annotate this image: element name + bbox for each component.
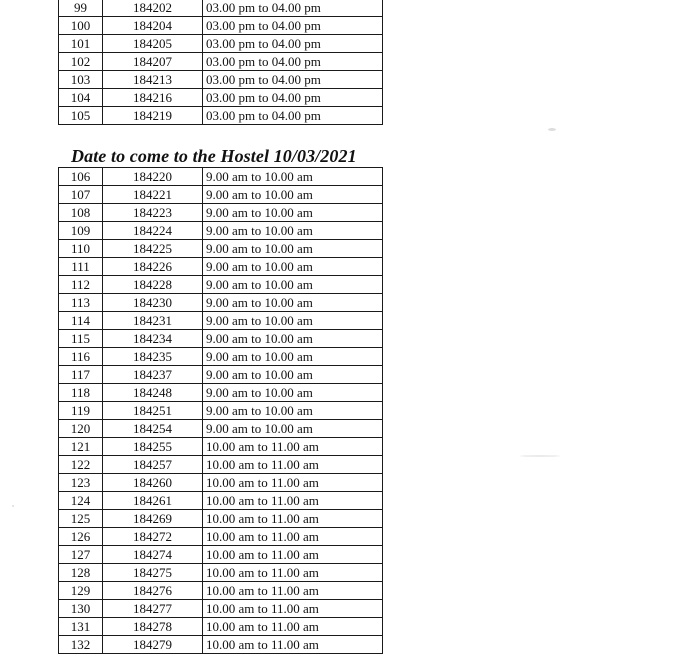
row-number-cell: 128 (59, 564, 103, 582)
table-row (59, 384, 383, 402)
time-slot-cell: 03.00 pm to 04.00 pm (203, 107, 383, 125)
row-number-cell: 115 (59, 330, 103, 348)
row-number-cell: 105 (59, 107, 103, 125)
time-slot-cell: 9.00 am to 10.00 am (203, 186, 383, 204)
time-slot-cell: 10.00 am to 11.00 am (203, 582, 383, 600)
row-number-cell: 111 (59, 258, 103, 276)
time-slot-cell: 9.00 am to 10.00 am (203, 348, 383, 366)
student-id-cell: 184274 (103, 546, 203, 564)
row-number-cell: 121 (59, 438, 103, 456)
student-id-cell: 184261 (103, 492, 203, 510)
row-number-cell: 104 (59, 89, 103, 107)
table-row (59, 420, 383, 438)
table-row (59, 258, 383, 276)
student-id-cell: 184223 (103, 204, 203, 222)
row-number-cell: 107 (59, 186, 103, 204)
row-number-cell: 116 (59, 348, 103, 366)
student-id-cell: 184207 (103, 53, 203, 71)
table-row (59, 168, 383, 186)
student-id-cell: 184260 (103, 474, 203, 492)
student-id-cell: 184213 (103, 71, 203, 89)
time-slot-cell: 03.00 pm to 04.00 pm (203, 35, 383, 53)
table-row (59, 53, 383, 71)
student-id-cell: 184226 (103, 258, 203, 276)
table-row (59, 366, 383, 384)
table-row (59, 510, 383, 528)
table-row (59, 240, 383, 258)
time-slot-cell: 9.00 am to 10.00 am (203, 240, 383, 258)
time-slot-cell: 9.00 am to 10.00 am (203, 420, 383, 438)
time-slot-cell: 03.00 pm to 04.00 pm (203, 89, 383, 107)
student-id-cell: 184231 (103, 312, 203, 330)
table-row (59, 89, 383, 107)
table-row (59, 186, 383, 204)
student-id-cell: 184204 (103, 17, 203, 35)
student-id-cell: 184225 (103, 240, 203, 258)
student-id-cell: 184269 (103, 510, 203, 528)
table-row (59, 222, 383, 240)
time-slot-cell: 03.00 pm to 04.00 pm (203, 53, 383, 71)
table-row (59, 330, 383, 348)
row-number-cell: 123 (59, 474, 103, 492)
time-slot-cell: 10.00 am to 11.00 am (203, 492, 383, 510)
time-slot-cell: 10.00 am to 11.00 am (203, 546, 383, 564)
time-slot-cell: 9.00 am to 10.00 am (203, 312, 383, 330)
row-number-cell: 102 (59, 53, 103, 71)
student-id-cell: 184272 (103, 528, 203, 546)
table-row (59, 402, 383, 420)
student-id-cell: 184257 (103, 456, 203, 474)
row-number-cell: 118 (59, 384, 103, 402)
student-id-cell: 184277 (103, 600, 203, 618)
student-id-cell: 184275 (103, 564, 203, 582)
time-slot-cell: 10.00 am to 11.00 am (203, 636, 383, 654)
student-id-cell: 184205 (103, 35, 203, 53)
time-slot-cell: 10.00 am to 11.00 am (203, 564, 383, 582)
time-slot-cell: 03.00 pm to 04.00 pm (203, 0, 383, 17)
student-id-cell: 184224 (103, 222, 203, 240)
row-number-cell: 108 (59, 204, 103, 222)
student-id-cell: 184248 (103, 384, 203, 402)
time-slot-cell: 10.00 am to 11.00 am (203, 456, 383, 474)
row-number-cell: 100 (59, 17, 103, 35)
table-row (59, 564, 383, 582)
time-slot-cell: 9.00 am to 10.00 am (203, 222, 383, 240)
row-number-cell: 132 (59, 636, 103, 654)
table-row (59, 204, 383, 222)
row-number-cell: 110 (59, 240, 103, 258)
student-id-cell: 184221 (103, 186, 203, 204)
time-slot-cell: 10.00 am to 11.00 am (203, 600, 383, 618)
scan-speck (12, 505, 14, 507)
row-number-cell: 114 (59, 312, 103, 330)
table-row (59, 17, 383, 35)
row-number-cell: 109 (59, 222, 103, 240)
row-number-cell: 113 (59, 294, 103, 312)
time-slot-cell: 10.00 am to 11.00 am (203, 528, 383, 546)
student-id-cell: 184220 (103, 168, 203, 186)
student-id-cell: 184255 (103, 438, 203, 456)
student-id-cell: 184237 (103, 366, 203, 384)
table-row (59, 71, 383, 89)
time-slot-cell: 10.00 am to 11.00 am (203, 474, 383, 492)
time-slot-cell: 10.00 am to 11.00 am (203, 438, 383, 456)
scan-speck (520, 455, 560, 457)
time-slot-cell: 10.00 am to 11.00 am (203, 510, 383, 528)
time-slot-cell: 9.00 am to 10.00 am (203, 366, 383, 384)
table-row (59, 438, 383, 456)
row-number-cell: 117 (59, 366, 103, 384)
row-number-cell: 119 (59, 402, 103, 420)
table-row (59, 107, 383, 125)
student-id-cell: 184276 (103, 582, 203, 600)
schedule-table-bottom (58, 167, 383, 654)
scan-speck (548, 128, 556, 131)
row-number-cell: 124 (59, 492, 103, 510)
time-slot-cell: 03.00 pm to 04.00 pm (203, 71, 383, 89)
schedule-table-bottom-body (59, 168, 383, 654)
table-row (59, 492, 383, 510)
row-number-cell: 131 (59, 618, 103, 636)
time-slot-cell: 9.00 am to 10.00 am (203, 276, 383, 294)
table-row (59, 35, 383, 53)
table-row (59, 348, 383, 366)
row-number-cell: 127 (59, 546, 103, 564)
time-slot-cell: 9.00 am to 10.00 am (203, 258, 383, 276)
row-number-cell: 125 (59, 510, 103, 528)
time-slot-cell: 9.00 am to 10.00 am (203, 384, 383, 402)
time-slot-cell: 9.00 am to 10.00 am (203, 402, 383, 420)
time-slot-cell: 9.00 am to 10.00 am (203, 330, 383, 348)
student-id-cell: 184251 (103, 402, 203, 420)
table-row (59, 294, 383, 312)
time-slot-cell: 03.00 pm to 04.00 pm (203, 17, 383, 35)
time-slot-cell: 9.00 am to 10.00 am (203, 204, 383, 222)
table-row (59, 276, 383, 294)
time-slot-cell: 10.00 am to 11.00 am (203, 618, 383, 636)
section-heading: Date to come to the Hostel 10/03/2021 (71, 146, 357, 166)
student-id-cell: 184230 (103, 294, 203, 312)
student-id-cell: 184254 (103, 420, 203, 438)
row-number-cell: 129 (59, 582, 103, 600)
table-row (59, 456, 383, 474)
table-row (59, 546, 383, 564)
student-id-cell: 184202 (103, 0, 203, 17)
student-id-cell: 184234 (103, 330, 203, 348)
student-id-cell: 184228 (103, 276, 203, 294)
time-slot-cell: 9.00 am to 10.00 am (203, 294, 383, 312)
row-number-cell: 106 (59, 168, 103, 186)
student-id-cell: 184219 (103, 107, 203, 125)
time-slot-cell: 9.00 am to 10.00 am (203, 168, 383, 186)
table-row (59, 474, 383, 492)
student-id-cell: 184279 (103, 636, 203, 654)
row-number-cell: 99 (59, 0, 103, 17)
table-row (59, 0, 383, 17)
table-row (59, 618, 383, 636)
table-row (59, 636, 383, 654)
row-number-cell: 103 (59, 71, 103, 89)
student-id-cell: 184235 (103, 348, 203, 366)
row-number-cell: 122 (59, 456, 103, 474)
table-row (59, 528, 383, 546)
row-number-cell: 112 (59, 276, 103, 294)
row-number-cell: 101 (59, 35, 103, 53)
row-number-cell: 130 (59, 600, 103, 618)
table-row (59, 600, 383, 618)
student-id-cell: 184216 (103, 89, 203, 107)
table-row (59, 582, 383, 600)
table-row (59, 312, 383, 330)
row-number-cell: 120 (59, 420, 103, 438)
student-id-cell: 184278 (103, 618, 203, 636)
row-number-cell: 126 (59, 528, 103, 546)
schedule-table-top (58, 0, 383, 125)
schedule-table-top-body (59, 0, 383, 125)
